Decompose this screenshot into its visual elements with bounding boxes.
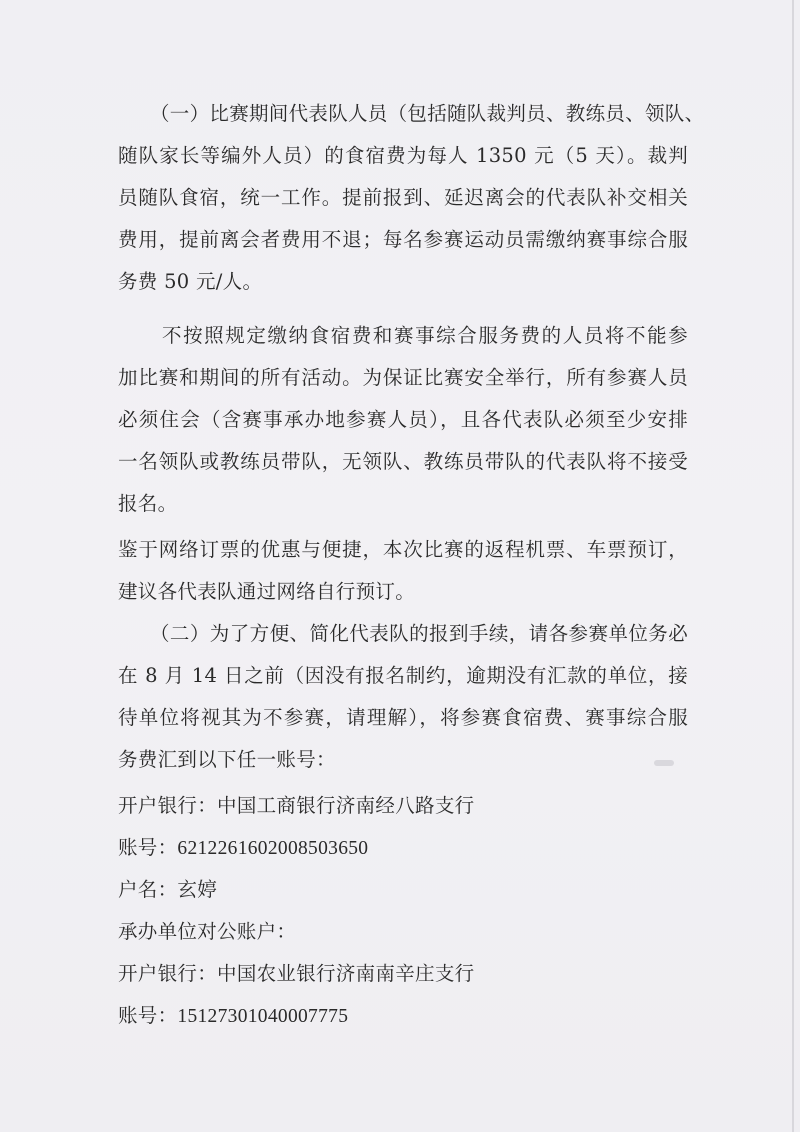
text-line: 鉴于网络订票的优惠与便捷，本次比赛的返程机票、车票预订，: [118, 538, 688, 561]
text-line: 待单位将视其为不参赛，请理解），将参赛食宿费、赛事综合服: [118, 706, 688, 729]
bank2-value: 中国农业银行济南南辛庄支行: [217, 962, 475, 985]
text-line: 加比赛和期间的所有活动。为保证比赛安全举行，所有参赛人员: [118, 366, 688, 389]
paragraph-fees: [118, 93, 705, 303]
name-value: 玄婷: [177, 878, 218, 901]
text-line: 务费汇到以下任一账号：: [118, 748, 336, 771]
text-line: 不按照规定缴纳食宿费和赛事综合服务费的人员将不能参: [162, 324, 688, 347]
text-line: 一名领队或教练员带队，无领队、教练员带队的代表队将不接受: [118, 450, 688, 473]
text-line: （二）为了方便、简化代表队的报到手续，请各参赛单位务必: [150, 622, 688, 645]
bank2-label: 开户银行：: [118, 962, 218, 985]
bank1-label: 开户银行：: [118, 794, 218, 817]
account1-value: 6212261602008503650: [177, 838, 369, 859]
corporate-heading: 承办单位对公账户：: [118, 920, 297, 943]
bank2-line: [118, 953, 688, 995]
paragraph-registration: [118, 613, 688, 781]
text-line: 建议各代表队通过网络自行预订。: [118, 580, 416, 603]
text-line: 务费 50 元/人。: [118, 270, 263, 293]
account-info: [118, 785, 688, 1037]
name-label: 户名：: [118, 878, 178, 901]
account2-value: 15127301040007775: [177, 1006, 349, 1027]
text-line: 报名。: [118, 492, 178, 515]
account1-label: 账号：: [118, 836, 178, 859]
text-line: 员随队食宿，统一工作。提前报到、延迟离会的代表队补交相关: [118, 186, 688, 209]
account2-line: [118, 995, 688, 1037]
text-line: 费用，提前离会者费用不退；每名参赛运动员需缴纳赛事综合服: [118, 228, 688, 251]
page-edge: [792, 0, 794, 1132]
text-line: 在 8 月 14 日之前（因没有报名制约，逾期没有汇款的单位，接: [118, 664, 688, 687]
account2-label: 账号：: [118, 1004, 178, 1027]
paragraph-rules: [118, 315, 688, 525]
text-line: 随队家长等编外人员）的食宿费为每人 1350 元（5 天）。裁判: [118, 144, 688, 167]
paragraph-tickets: [118, 529, 688, 613]
text-line: 必须住会（含赛事承办地参赛人员），且各代表队必须至少安排: [118, 408, 688, 431]
bank1-line: [118, 785, 688, 827]
text-line: （一）比赛期间代表队人员（包括随队裁判员、教练员、领队、: [150, 102, 705, 125]
paragraph-gap: [118, 303, 688, 315]
document-body: [118, 93, 705, 1037]
bank1-value: 中国工商银行济南经八路支行: [217, 794, 475, 817]
name-line: [118, 869, 688, 911]
account1-line: [118, 827, 688, 869]
